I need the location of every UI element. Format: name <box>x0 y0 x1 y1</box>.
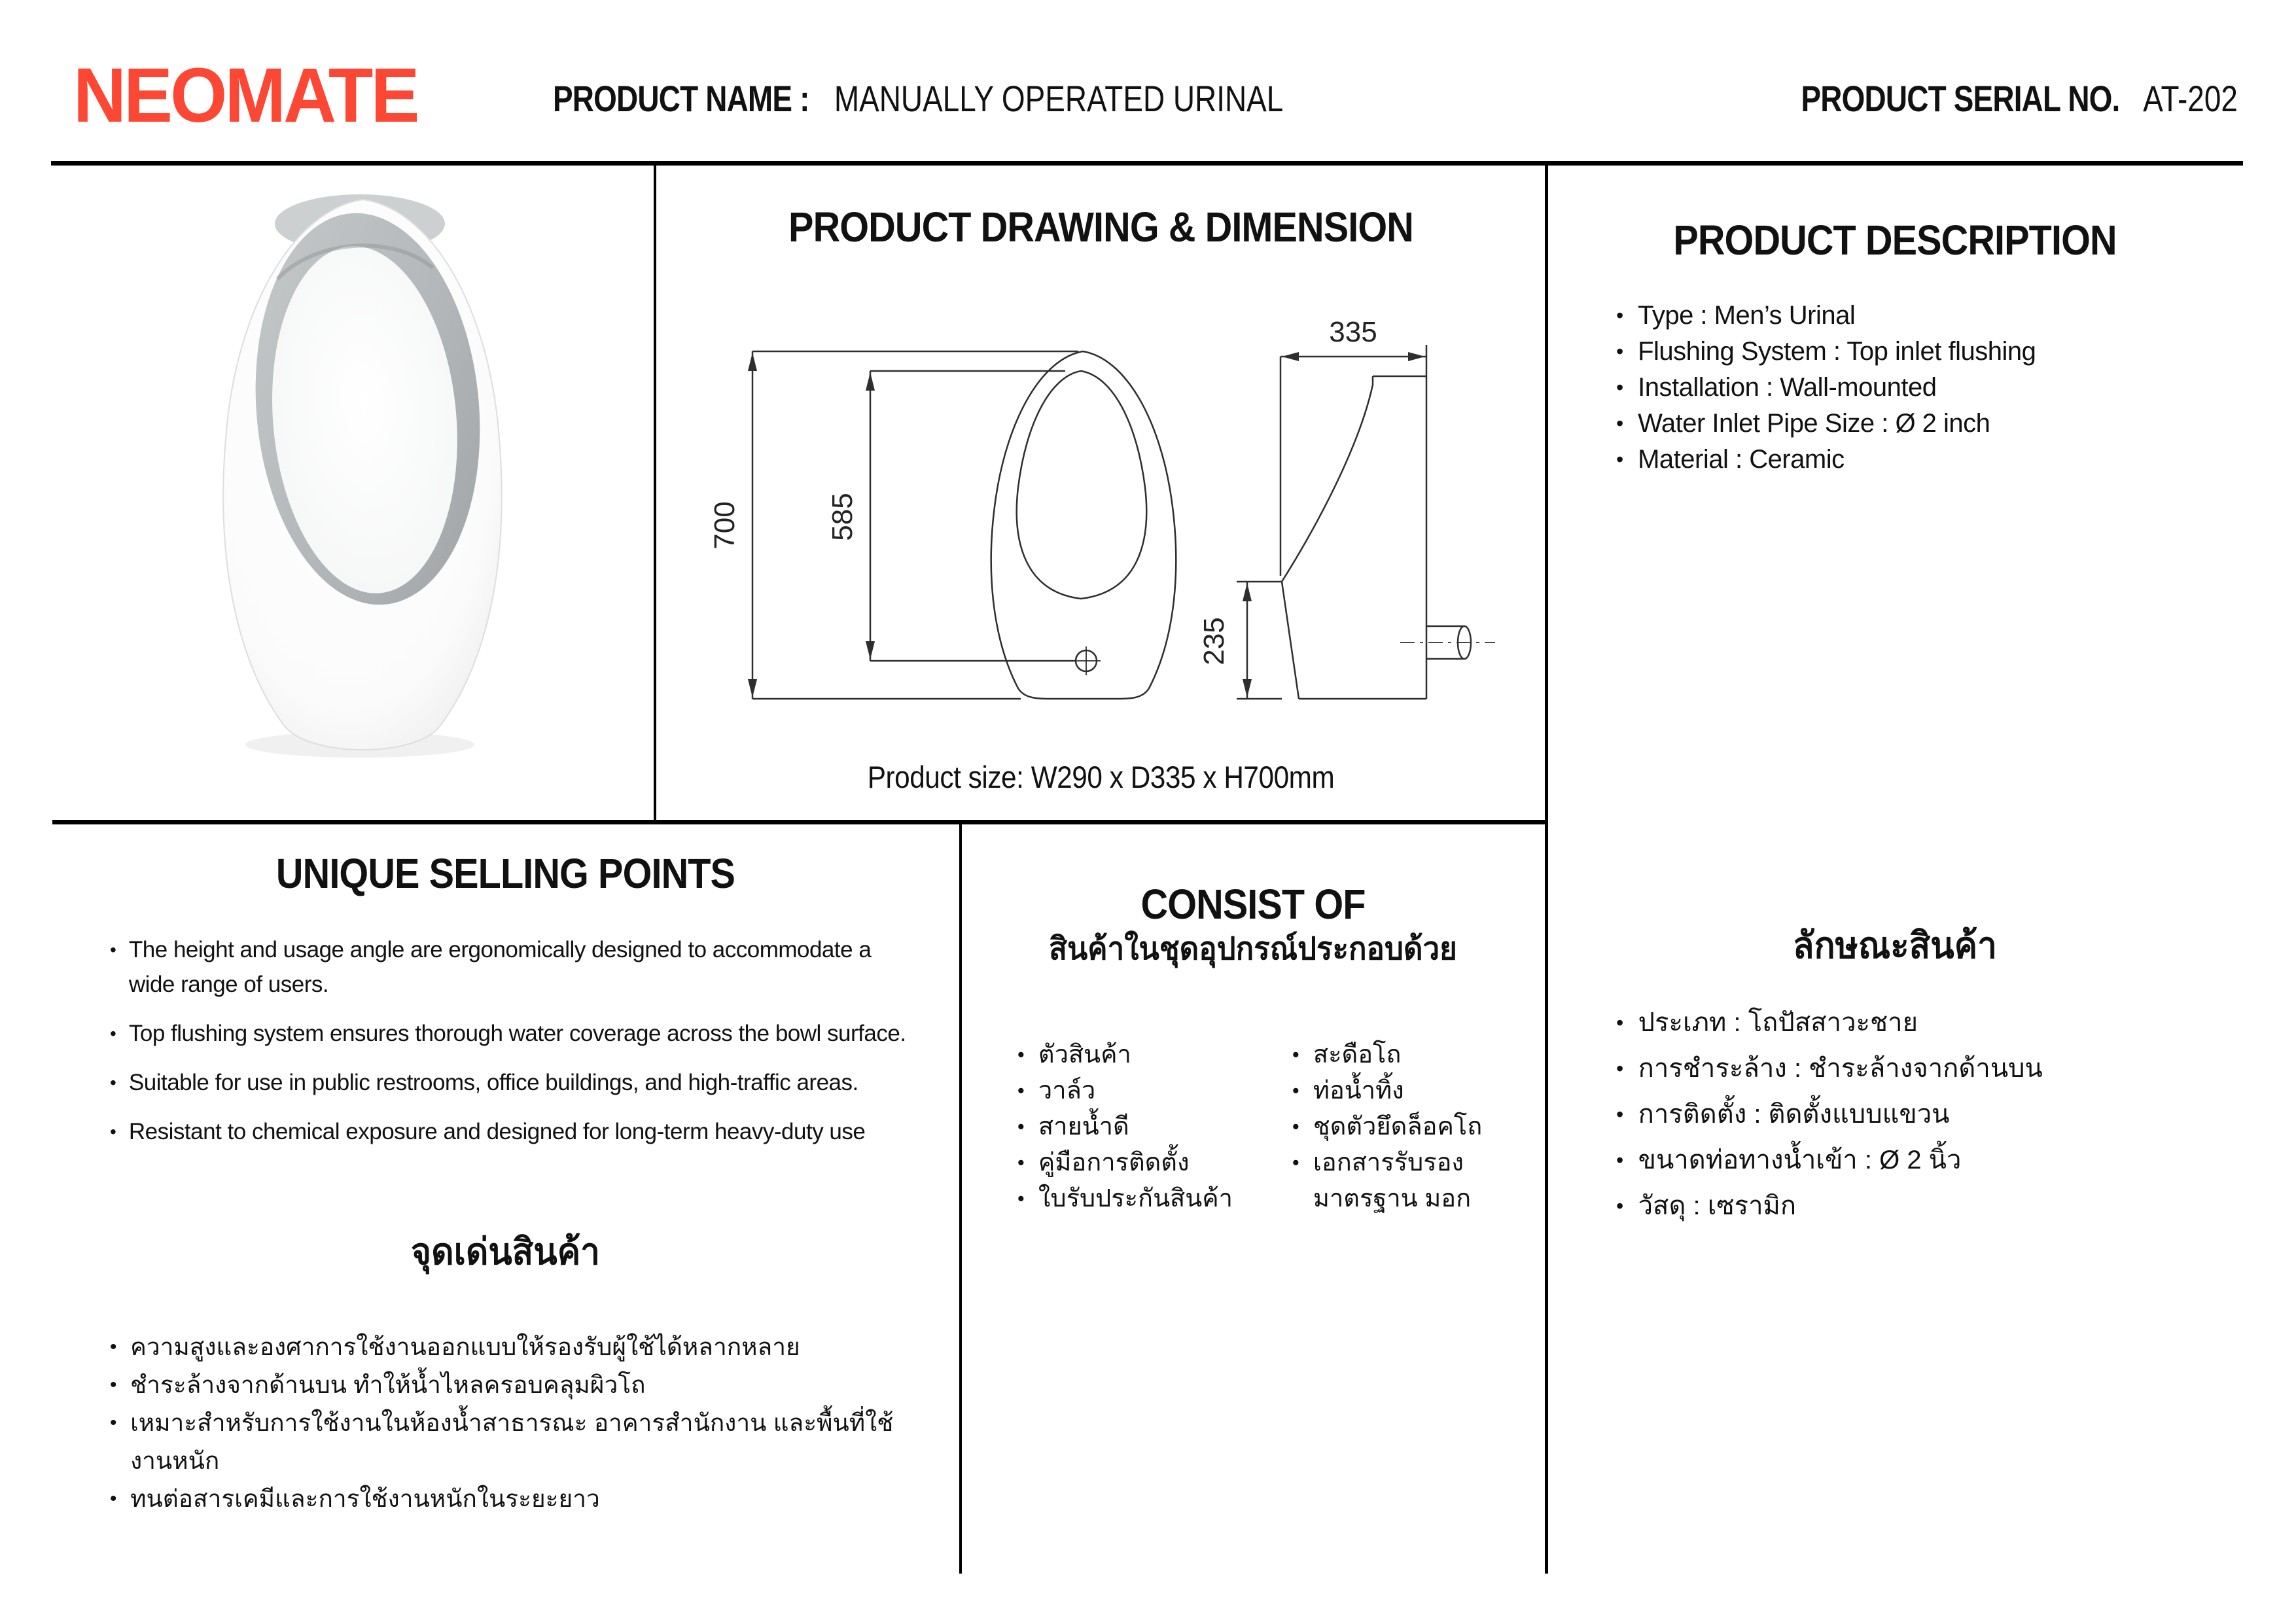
consist-title-th: สินค้าในชุดอุปกรณ์ประกอบด้วย <box>1049 932 1457 966</box>
brand-logo: NEOMATE <box>73 52 417 139</box>
bullet-icon: • <box>1616 304 1623 327</box>
product-name-label: PRODUCT NAME : <box>553 78 809 119</box>
consist-list-left <box>1017 1037 1266 1217</box>
bullet-icon: • <box>110 1023 116 1044</box>
bullet-icon: • <box>110 1121 116 1142</box>
dimension-drawing <box>654 164 1545 821</box>
usp-th-item: • เหมาะสำหรับการใช้งานในห้องน้ำสาธารณะ อาคารสำนักงาน และพื้นที่ใช้งานหนัก <box>110 1404 921 1480</box>
bullet-icon: • <box>110 1374 117 1396</box>
dim-label-585: 585 <box>826 493 858 541</box>
description-title: PRODUCT DESCRIPTION <box>1673 217 2117 264</box>
bullet-icon: • <box>1017 1152 1025 1174</box>
consist-item: • สายน้ำดี <box>1017 1109 1266 1145</box>
bullet-icon: • <box>1017 1188 1025 1210</box>
consist-title-en: CONSIST OF <box>1140 881 1366 928</box>
characteristics-list <box>1616 1000 2192 1229</box>
side-view-profile <box>1282 376 1373 582</box>
bullet-icon: • <box>1616 1011 1624 1034</box>
front-view-outline <box>991 351 1176 699</box>
drawing-title: PRODUCT DRAWING & DIMENSION <box>788 203 1413 251</box>
bullet-icon: • <box>1292 1152 1299 1174</box>
usp-th-list <box>110 1328 921 1518</box>
dim-label-335: 335 <box>1329 316 1377 348</box>
bullet-icon: • <box>1616 1102 1624 1126</box>
bullet-icon: • <box>1616 376 1623 399</box>
usp-th-item: • ทนต่อสารเคมีและการใช้งานหนักในระยะยาว <box>110 1480 921 1518</box>
consist-item: • ชุดตัวยึดล็อคโถ <box>1292 1109 1508 1145</box>
usp-item: • Top flushing system ensures thorough water coverage across the bowl surface. <box>110 1016 915 1051</box>
bullet-icon: • <box>1292 1080 1299 1102</box>
consist-item: • ตัวสินค้า <box>1017 1037 1266 1073</box>
usp-item: • Resistant to chemical exposure and designed for long-term heavy-duty use <box>110 1114 915 1149</box>
usp-th-title: จุดเด่นสินค้า <box>410 1231 601 1272</box>
divider-right-column <box>1545 166 1548 1574</box>
front-view-bowl <box>1017 371 1146 599</box>
divider-usp-consist <box>959 824 962 1574</box>
bullet-icon: • <box>1292 1044 1299 1066</box>
usp-title: UNIQUE SELLING POINTS <box>275 850 735 897</box>
serial-line <box>1801 77 2238 120</box>
bullet-icon: • <box>1017 1080 1025 1102</box>
description-item: • Installation : Wall-mounted <box>1616 370 2192 406</box>
bullet-icon: • <box>1292 1116 1299 1138</box>
consist-item: • สะดือโถ <box>1292 1037 1508 1073</box>
bullet-icon: • <box>1616 340 1623 363</box>
bullet-icon: • <box>1017 1116 1025 1138</box>
characteristics-item: • ขนาดท่อทางน้ำเข้า : Ø 2 นิ้ว <box>1616 1137 2192 1183</box>
consist-item: • ใบรับประกันสินค้า <box>1017 1181 1266 1217</box>
characteristics-item: • การชำระล้าง : ชำระล้างจากด้านบน <box>1616 1046 2192 1091</box>
characteristics-item: • วัสดุ : เซรามิก <box>1616 1183 2192 1229</box>
description-item: • Flushing System : Top inlet flushing <box>1616 334 2192 370</box>
characteristics-item: • การติดตั้ง : ติดตั้งแบบแขวน <box>1616 1091 2192 1137</box>
bullet-icon: • <box>1616 1057 1624 1080</box>
usp-item: • The height and usage angle are ergonomically designed to accommodate a wide range of users. <box>110 932 915 1002</box>
bullet-icon: • <box>1616 1148 1624 1172</box>
dim-label-700: 700 <box>709 501 741 550</box>
bullet-icon: • <box>1017 1044 1025 1066</box>
characteristics-item: • ประเภท : โถปัสสาวะชาย <box>1616 1000 2192 1046</box>
serial-label: PRODUCT SERIAL NO. <box>1801 78 2120 119</box>
bullet-icon: • <box>110 1412 117 1434</box>
consist-item: • เอกสารรับรอง มาตรฐาน มอก <box>1292 1145 1508 1217</box>
bullet-icon: • <box>1616 448 1623 471</box>
product-name-line <box>553 77 1283 120</box>
usp-th-item: • ชำระล้างจากด้านบน ทำให้น้ำไหลครอบคลุมผิวโถ <box>110 1366 921 1404</box>
consist-item: • ท่อน้ำทิ้ง <box>1292 1073 1508 1109</box>
usp-list <box>110 932 915 1163</box>
description-item: • Water Inlet Pipe Size : Ø 2 inch <box>1616 406 2192 442</box>
consist-list-right <box>1292 1037 1508 1217</box>
product-photo <box>196 190 537 766</box>
usp-th-item: • ความสูงและองศาการใช้งานออกแบบให้รองรับผู้ใช้ได้หลากหลาย <box>110 1328 921 1366</box>
bullet-icon: • <box>110 1488 117 1509</box>
usp-item: • Suitable for use in public restrooms, office buildings, and high-traffic areas. <box>110 1065 915 1100</box>
characteristics-title: ลักษณะสินค้า <box>1792 925 1998 966</box>
bullet-icon: • <box>110 1336 117 1358</box>
serial-value: AT-202 <box>2143 78 2238 119</box>
description-item: • Material : Ceramic <box>1616 442 2192 478</box>
bullet-icon: • <box>110 940 116 960</box>
bullet-icon: • <box>1616 412 1623 435</box>
consist-item: • วาล์ว <box>1017 1073 1266 1109</box>
dim-label-235: 235 <box>1198 617 1230 665</box>
bullet-icon: • <box>110 1072 116 1093</box>
product-name-value: MANUALLY OPERATED URINAL <box>834 78 1284 119</box>
product-size-note: Product size: W290 x D335 x H700mm <box>867 760 1335 794</box>
bullet-icon: • <box>1616 1194 1624 1218</box>
description-item: • Type : Men’s Urinal <box>1616 298 2192 334</box>
description-list <box>1616 298 2192 478</box>
consist-item: • คู่มือการติดตั้ง <box>1017 1145 1266 1181</box>
